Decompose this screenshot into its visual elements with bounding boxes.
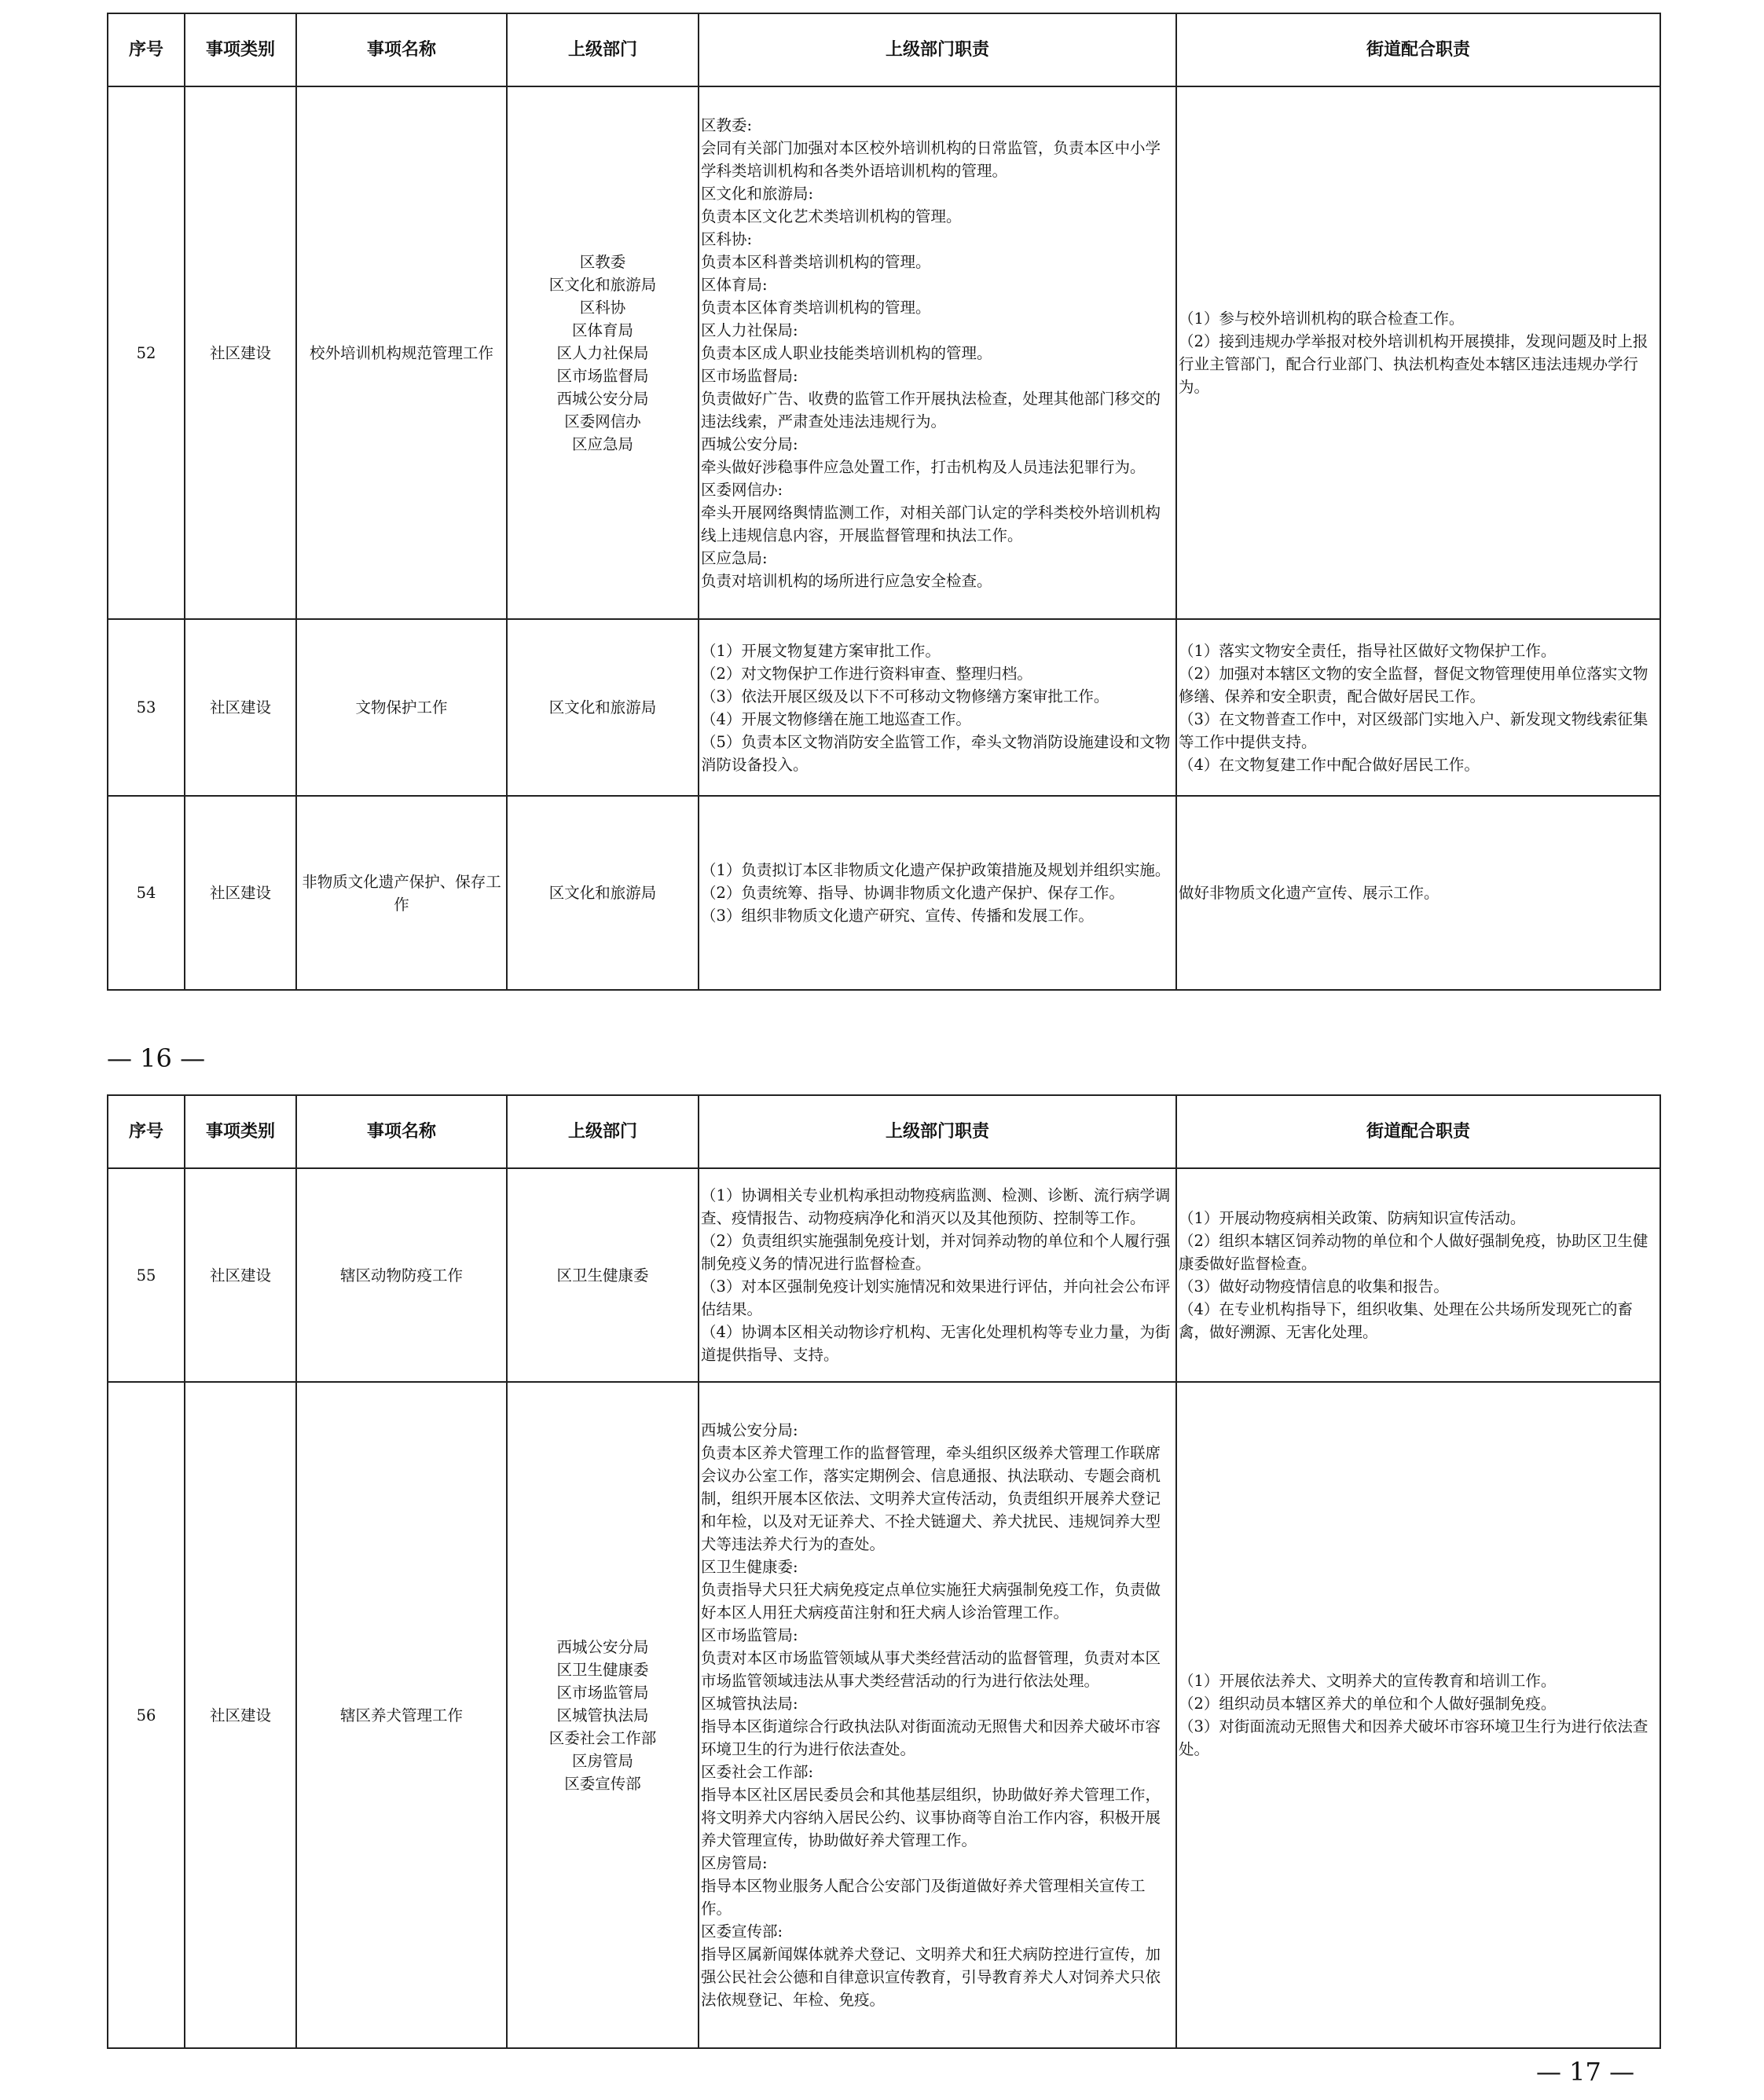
header-dept: 上级部门 <box>507 13 699 86</box>
duty-line: （2）负责统筹、指导、协调非物质文化遗产保护、保存工作。 <box>701 884 1124 902</box>
table-row <box>108 1382 1660 2048</box>
header-name: 事项名称 <box>296 1095 507 1168</box>
duty-line: （1）负责拟订本区非物质文化遗产保护政策措施及规划并组织实施。 <box>701 861 1171 879</box>
duty-line: 区委宣传部: <box>701 1922 783 1941</box>
row-street-duties <box>1176 1168 1660 1382</box>
street-duty-line: （3）在文物普查工作中，对区级部门实地入户、新发现文物线索征集等工作中提供支持。 <box>1179 709 1648 751</box>
row-departments <box>507 1382 699 2048</box>
duty-line: （3）组织非物质文化遗产研究、宣传、传播和发展工作。 <box>701 907 1094 925</box>
row-item-name: 辖区动物防疫工作 <box>296 1168 507 1382</box>
header-name: 事项名称 <box>296 13 507 86</box>
department-name: 西城公安分局 <box>556 1637 649 1656</box>
duty-line: 负责本区养犬管理工作的监督管理，牵头组织区级养犬管理工作联席会议办公室工作，落实定期例会、信息通报、执法联动、专题会商机制，组织开展本区依法、文明养犬宣传活动，负责组织开展养犬登记和年检，以及对无证养犬、不拴犬链遛犬、养犬扰民、违规饲养大型犬等违法养犬行为的查处。 <box>701 1444 1161 1553</box>
row-item-name: 非物质文化遗产保护、保存工作 <box>296 796 507 990</box>
header-street-duty: 街道配合职责 <box>1176 13 1660 86</box>
duty-line: 区应急局: <box>701 548 768 567</box>
row-item-name: 辖区养犬管理工作 <box>296 1382 507 2048</box>
duty-line: 指导区属新闻媒体就养犬登记、文明养犬和狂犬病防控进行宣传，加强公民社会公德和自律意识宣传教育，引导教育养犬人对饲养犬只依法依规登记、年检、免疫。 <box>701 1945 1161 2009</box>
table-header-row <box>108 1095 1660 1168</box>
duty-line: 指导本区街道综合行政执法队对街面流动无照售犬和因养犬破坏市容环境卫生的行为进行依法查处。 <box>701 1717 1161 1758</box>
duty-line: 牵头开展网络舆情监测工作，对相关部门认定的学科类校外培训机构线上违规信息内容，开展监督管理和执法工作。 <box>701 503 1161 544</box>
street-duty-line: （3）对街面流动无照售犬和因养犬破坏市容环境卫生行为进行依法查处。 <box>1179 1717 1648 1758</box>
department-name: 区文化和旅游局 <box>548 275 657 294</box>
street-duty-line: 做好非物质文化遗产宣传、展示工作。 <box>1179 884 1439 902</box>
header-dept-duty: 上级部门职责 <box>699 1095 1176 1168</box>
duty-line: （2）负责组织实施强制免疫计划，并对饲养动物的单位和个人履行强制免疫义务的情况进行监督检查。 <box>701 1232 1171 1273</box>
row-departments <box>507 796 699 990</box>
duty-line: 西城公安分局: <box>701 1421 798 1439</box>
duty-line: 区委社会工作部: <box>701 1763 814 1781</box>
department-name: 西城公安分局 <box>556 389 649 408</box>
table-body <box>108 86 1660 990</box>
duty-line: （3）对本区强制免疫计划实施情况和效果进行评估，并向社会公布评估结果。 <box>701 1277 1171 1318</box>
duty-line: 区市场监管局: <box>701 1626 798 1644</box>
table-row <box>108 86 1660 619</box>
row-number: 52 <box>108 86 185 619</box>
row-department-duties <box>699 1382 1176 2048</box>
table-body <box>108 1168 1660 2048</box>
duty-line: 西城公安分局: <box>701 434 798 453</box>
row-category: 社区建设 <box>185 1382 296 2048</box>
row-departments <box>507 1168 699 1382</box>
row-category: 社区建设 <box>185 1168 296 1382</box>
row-category: 社区建设 <box>185 86 296 619</box>
table-row <box>108 1168 1660 1382</box>
duty-line: 区人力社保局: <box>701 321 798 339</box>
department-name: 区卫生健康委 <box>556 1660 649 1679</box>
duty-line: 区文化和旅游局: <box>701 184 814 203</box>
duty-line: 负责本区成人职业技能类培训机构的管理。 <box>701 343 992 362</box>
header-street-duty: 街道配合职责 <box>1176 1095 1660 1168</box>
duty-line: 区科协: <box>701 229 753 248</box>
page-number: — 17 — <box>1536 2057 1635 2087</box>
row-street-duties <box>1176 796 1660 990</box>
row-department-duties <box>699 619 1176 796</box>
duty-line: 区卫生健康委: <box>701 1558 798 1576</box>
street-duty-line: （4）在专业机构指导下，组织收集、处理在公共场所发现死亡的畜禽，做好溯源、无害化处理。 <box>1179 1300 1633 1341</box>
street-duty-line: （3）做好动物疫情信息的收集和报告。 <box>1179 1277 1449 1296</box>
row-departments <box>507 619 699 796</box>
duty-line: 负责对本区市场监管领域从事犬类经营活动的监督管理，负责对本区市场监管领域违法从事犬类经营活动的行为进行依法处理。 <box>701 1649 1161 1690</box>
duty-line: 区市场监督局: <box>701 366 798 385</box>
row-departments <box>507 86 699 619</box>
street-duty-line: （1）开展依法养犬、文明养犬的宣传教育和培训工作。 <box>1179 1672 1557 1690</box>
duty-line: （3）依法开展区级及以下不可移动文物修缮方案审批工作。 <box>701 687 1109 705</box>
department-name: 区委社会工作部 <box>548 1728 657 1747</box>
duty-line: 会同有关部门加强对本区校外培训机构的日常监管，负责本区中小学学科类培训机构和各类外语培训机构的管理。 <box>701 138 1161 180</box>
duty-line: （1）协调相关专业机构承担动物疫病监测、检测、诊断、流行病学调查、疫情报告、动物疫病净化和消灭以及其他预防、控制等工作。 <box>701 1186 1171 1227</box>
row-number: 54 <box>108 796 185 990</box>
duty-line: 指导本区物业服务人配合公安部门及街道做好养犬管理相关宣传工作。 <box>701 1877 1146 1918</box>
table-header-row <box>108 13 1660 86</box>
row-category: 社区建设 <box>185 619 296 796</box>
duty-line: 区城管执法局: <box>701 1695 798 1713</box>
department-name: 区应急局 <box>571 434 633 453</box>
responsibility-table-page-17 <box>107 1094 1661 2049</box>
department-name: 区委网信办 <box>564 412 641 431</box>
department-name: 区房管局 <box>571 1751 633 1770</box>
header-no: 序号 <box>108 1095 185 1168</box>
row-category: 社区建设 <box>185 796 296 990</box>
duty-line: 区房管局: <box>701 1854 768 1872</box>
row-department-duties <box>699 1168 1176 1382</box>
street-duty-line: （2）加强对本辖区文物的安全监督，督促文物管理使用单位落实文物修缮、保养和安全职责，配合做好居民工作。 <box>1179 664 1648 705</box>
row-street-duties <box>1176 86 1660 619</box>
department-name: 区教委 <box>579 252 626 271</box>
street-duty-line: （1）参与校外培训机构的联合检查工作。 <box>1179 310 1465 328</box>
duty-line: 区体育局: <box>701 275 768 294</box>
row-item-name: 校外培训机构规范管理工作 <box>296 86 507 619</box>
duty-line: 区教委: <box>701 115 753 134</box>
row-department-duties <box>699 796 1176 990</box>
duty-line: （1）开展文物复建方案审批工作。 <box>701 641 941 660</box>
street-duty-line: （1）落实文物安全责任，指导社区做好文物保护工作。 <box>1179 641 1557 660</box>
street-duty-line: （2）接到违规办学举报对校外培训机构开展摸排，发现问题及时上报行业主管部门，配合行业部门、执法机构查处本辖区违法违规办学行为。 <box>1179 332 1648 396</box>
duty-line: 负责指导犬只狂犬病免疫定点单位实施狂犬病强制免疫工作，负责做好本区人用狂犬病疫苗注射和狂犬病人诊治管理工作。 <box>701 1581 1161 1622</box>
duty-line: 指导本区社区居民委员会和其他基层组织，协助做好养犬管理工作，将文明养犬内容纳入居民公约、议事协商等自治工作内容，积极开展养犬管理宣传，协助做好养犬管理工作。 <box>701 1786 1161 1849</box>
street-duty-line: （2）组织动员本辖区养犬的单位和个人做好强制免疫。 <box>1179 1695 1557 1713</box>
street-duty-line: （4）在文物复建工作中配合做好居民工作。 <box>1179 755 1480 774</box>
table-row <box>108 796 1660 990</box>
row-street-duties <box>1176 1382 1660 2048</box>
table-row <box>108 619 1660 796</box>
duty-line: 负责本区文化艺术类培训机构的管理。 <box>701 207 962 225</box>
row-item-name: 文物保护工作 <box>296 619 507 796</box>
row-street-duties <box>1176 619 1660 796</box>
header-dept: 上级部门 <box>507 1095 699 1168</box>
duty-line: 区委网信办: <box>701 480 783 499</box>
duty-line: 牵头做好涉稳事件应急处置工作，打击机构及人员违法犯罪行为。 <box>701 457 1146 476</box>
row-number: 55 <box>108 1168 185 1382</box>
duty-line: 负责对培训机构的场所进行应急安全检查。 <box>701 571 992 590</box>
duty-line: （5）负责本区文物消防安全监管工作，牵头文物消防设施建设和文物消防设备投入。 <box>701 732 1171 774</box>
department-name: 区卫生健康委 <box>556 1266 649 1285</box>
duty-line: 负责本区体育类培训机构的管理。 <box>701 298 931 317</box>
header-dept-duty: 上级部门职责 <box>699 13 1176 86</box>
row-department-duties <box>699 86 1176 619</box>
page-number: — 16 — <box>107 1043 206 1073</box>
header-no: 序号 <box>108 13 185 86</box>
street-duty-line: （1）开展动物疫病相关政策、防病知识宣传活动。 <box>1179 1209 1526 1227</box>
department-name: 区科协 <box>579 298 626 317</box>
department-name: 区人力社保局 <box>556 343 649 362</box>
duty-line: 负责做好广告、收费的监管工作开展执法检查，处理其他部门移交的违法线索，严肃查处违法违规行为。 <box>701 389 1161 431</box>
duty-line: （2）对文物保护工作进行资料审查、整理归档。 <box>701 664 1032 683</box>
header-category: 事项类别 <box>185 13 296 86</box>
row-number: 53 <box>108 619 185 796</box>
responsibility-table-page-16 <box>107 13 1661 991</box>
duty-line: （4）开展文物修缮在施工地巡查工作。 <box>701 709 971 728</box>
street-duty-line: （2）组织本辖区饲养动物的单位和个人做好强制免疫，协助区卫生健康委做好监督检查。 <box>1179 1232 1648 1273</box>
department-name: 区文化和旅游局 <box>548 884 657 902</box>
department-name: 区市场监督局 <box>556 366 649 385</box>
department-name: 区委宣传部 <box>564 1774 641 1793</box>
row-number: 56 <box>108 1382 185 2048</box>
department-name: 区市场监管局 <box>556 1683 649 1702</box>
department-name: 区体育局 <box>571 321 633 339</box>
department-name: 区城管执法局 <box>556 1706 649 1724</box>
header-category: 事项类别 <box>185 1095 296 1168</box>
duty-line: （4）协调本区相关动物诊疗机构、无害化处理机构等专业力量，为街道提供指导、支持。 <box>701 1323 1171 1364</box>
duty-line: 负责本区科普类培训机构的管理。 <box>701 252 931 271</box>
department-name: 区文化和旅游局 <box>548 698 657 716</box>
